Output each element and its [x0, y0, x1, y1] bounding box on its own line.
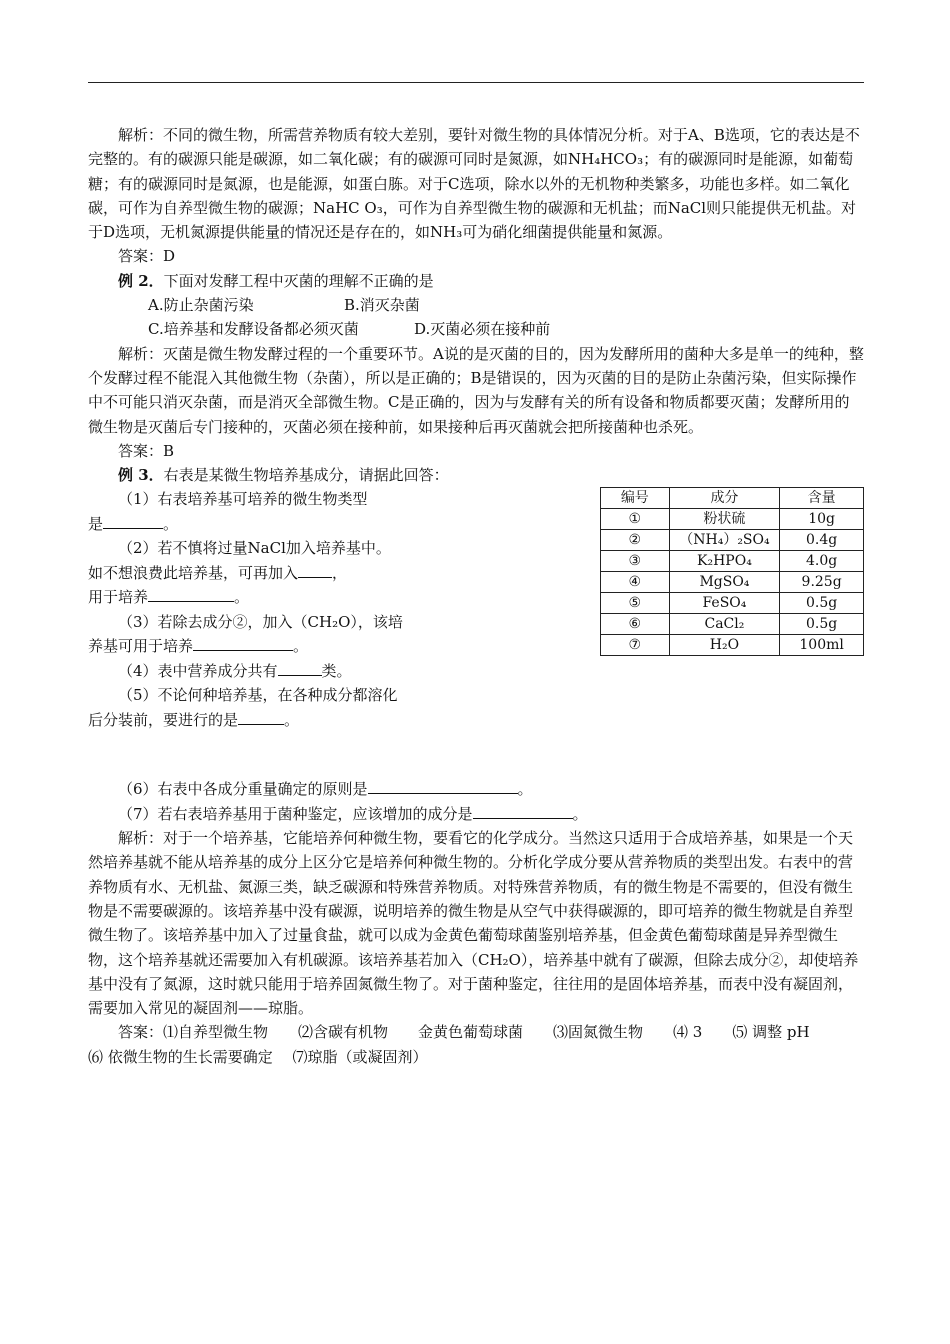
table-row [601, 509, 864, 530]
ex1-analysis: 解析：不同的微生物，所需营养物质有较大差别，要针对微生物的具体情况分析。对于A、B选项，它的表达是不完整的。有的碳源只能是碳源，如二氧化碳；有的碳源可同时是氮源，如NH₄HCO₃；有的碳源同时是能源，如葡萄糖；有的碳源同时是氮源，也是能源，如蛋白胨。对于C选项，除水以外的无机物种类繁多，功能也多样。如二氧化碳，可作为自养型微生物的碳源；NaHC O₃，可作为自养型微生物的碳源和无机盐；而NaCl则只能提供无机盐。对于D选项，无机氮源提供能量的情况还是存在的，如NH₃可为硝化细菌提供能量和氮源。 [88, 126, 860, 242]
ex2-option-d: D.灭菌必须在接种前 [414, 320, 551, 339]
q1-blank[interactable] [103, 512, 163, 529]
table-cell: ⑥ [601, 614, 670, 635]
table-cell: 0.5g [780, 614, 864, 635]
q6-blank[interactable] [368, 777, 518, 794]
document-body [88, 123, 864, 1069]
table-cell: ① [601, 509, 670, 530]
q2-line2: 如不想浪费此培养基，可再加入 ， [88, 561, 468, 586]
table-row [601, 530, 864, 551]
q2-blank-a[interactable] [298, 561, 332, 578]
q5-line2: 后分装前，要进行的是 。 [88, 708, 468, 733]
ex2-options-row1 [88, 293, 864, 317]
table-cell: 粉状硫 [669, 509, 780, 530]
ex2-option-a: A.防止杂菌污染 [148, 296, 254, 315]
table-row [601, 635, 864, 656]
q3-blank[interactable] [193, 634, 293, 651]
q2-line3: 用于培养 。 [88, 585, 468, 610]
table-cell: 0.4g [780, 530, 864, 551]
q2-blank-b[interactable] [148, 585, 234, 602]
table-cell: ⑦ [601, 635, 670, 656]
ex3-question-block [88, 487, 864, 777]
table-cell: 100ml [780, 635, 864, 656]
ex2-option-b: B.消灭杂菌 [344, 296, 420, 315]
ex3-label: 例 3． [118, 466, 164, 485]
ex3-answer-line2: ⑹ 依微生物的生长需要确定 ⑺琼脂（或凝固剂） [88, 1047, 428, 1066]
table-cell: （NH₄）₂SO₄ [669, 530, 780, 551]
table-cell: 10g [780, 509, 864, 530]
q4-line: （4）表中营养成分共有 类。 [88, 659, 468, 684]
ex3-question-text: 右表是某微生物培养基成分，请据此回答： [163, 466, 449, 485]
table-row [601, 551, 864, 572]
table-cell: ⑤ [601, 593, 670, 614]
q1-line1: （1）右表培养基可培养的微生物类型 [118, 490, 368, 509]
q3-line1: （3）若除去成分②，加入（CH₂O），该培 [118, 612, 403, 631]
table-header: 成分 [669, 488, 780, 509]
q3-line2: 养基可用于培养 。 [88, 634, 468, 659]
ex2-question-text: 下面对发酵工程中灭菌的理解不正确的是 [163, 271, 434, 290]
table-cell: 0.5g [780, 593, 864, 614]
table-cell: CaCl₂ [669, 614, 780, 635]
q2-line1: （2）若不慎将过量NaCl加入培养基中。 [118, 539, 391, 558]
table-header-row [601, 488, 864, 509]
ex3-question [88, 463, 864, 487]
header-rule [88, 82, 864, 83]
ex3-analysis: 解析：对于一个培养基，它能培养何种微生物，要看它的化学成分。当然这只适用于合成培养基，如果是一个天然培养基就不能从培养基的成分上区分它是培养何种微生物的。分析化学成分要从营养物质的类型出发。右表中的营养物质有水、无机盐、氮源三类，缺乏碳源和特殊营养物质。对特殊营养物质，有的微生物是不需要的，但没有微生物是不需要碳源的。该培养基中没有碳源，说明培养的微生物是从空气中获得碳源的，即可培养的微生物就是自养型微生物了。该培养基中加入了过量食盐，就可以成为金黄色葡萄球菌鉴别培养基，但金黄色葡萄球菌是异养型微生物，这个培养基就还需要加入有机碳源。该培养基若加入（CH₂O），培养基中就有了碳源，但除去成分②，却使培养基中没有了氮源，这时就只能用于培养固氮微生物了。对于菌种鉴定，往往用的是固体培养基，而表中没有凝固剂，需要加入常见的凝固剂——琼脂。 [88, 829, 859, 1018]
table-header: 含量 [780, 488, 864, 509]
table-cell: 4.0g [780, 551, 864, 572]
table-row [601, 614, 864, 635]
q1-line2: 是 。 [88, 512, 468, 537]
ex3-subquestions [88, 487, 468, 732]
ex2-question [88, 269, 864, 293]
table-cell: FeSO₄ [669, 593, 780, 614]
table-row [601, 572, 864, 593]
table-header: 编号 [601, 488, 670, 509]
medium-composition-table [600, 487, 864, 656]
ex2-analysis: 解析：灭菌是微生物发酵过程的一个重要环节。A说的是灭菌的目的，因为发酵所用的菌种大多是单一的纯种，整个发酵过程不能混入其他微生物（杂菌），所以是正确的；B是错误的，因为灭菌的目的是防止杂菌污染，但实际操作中不可能只消灭杂菌，而是消灭全部微生物。C是正确的，因为与发酵有关的所有设备和物质都要灭菌；发酵所用的微生物是灭菌后专门接种的，灭菌必须在接种前，如果接种后再灭菌就会把所接菌种也杀死。 [88, 344, 864, 436]
table-cell: K₂HPO₄ [669, 551, 780, 572]
q6-line: （6）右表中各成分重量确定的原则是 。 [88, 777, 864, 801]
q5-line1: （5）不论何种培养基，在各种成分都溶化 [118, 686, 398, 705]
ex2-options-row2 [88, 317, 864, 341]
ex1-answer: 答案：D [118, 247, 176, 266]
ex2-label: 例 2． [118, 271, 164, 290]
q5-blank[interactable] [238, 708, 284, 725]
table-cell: ④ [601, 572, 670, 593]
ex3-answer-line1: 答案：⑴自养型微生物 ⑵含碳有机物 金黄色葡萄球菌 ⑶固氮微生物 ⑷ 3 ⑸ 调整 pH [118, 1023, 810, 1042]
table-cell: H₂O [669, 635, 780, 656]
table-cell: MgSO₄ [669, 572, 780, 593]
q4-blank[interactable] [278, 659, 322, 676]
q7-line: （7）若右表培养基用于菌种鉴定，应该增加的成分是 。 [88, 802, 864, 826]
table-cell: 9.25g [780, 572, 864, 593]
table-cell: ③ [601, 551, 670, 572]
table-cell: ② [601, 530, 670, 551]
q7-blank[interactable] [473, 802, 573, 819]
table-row [601, 593, 864, 614]
ex2-option-c: C.培养基和发酵设备都必须灭菌 [148, 320, 359, 339]
ex2-answer: 答案：B [118, 441, 175, 460]
